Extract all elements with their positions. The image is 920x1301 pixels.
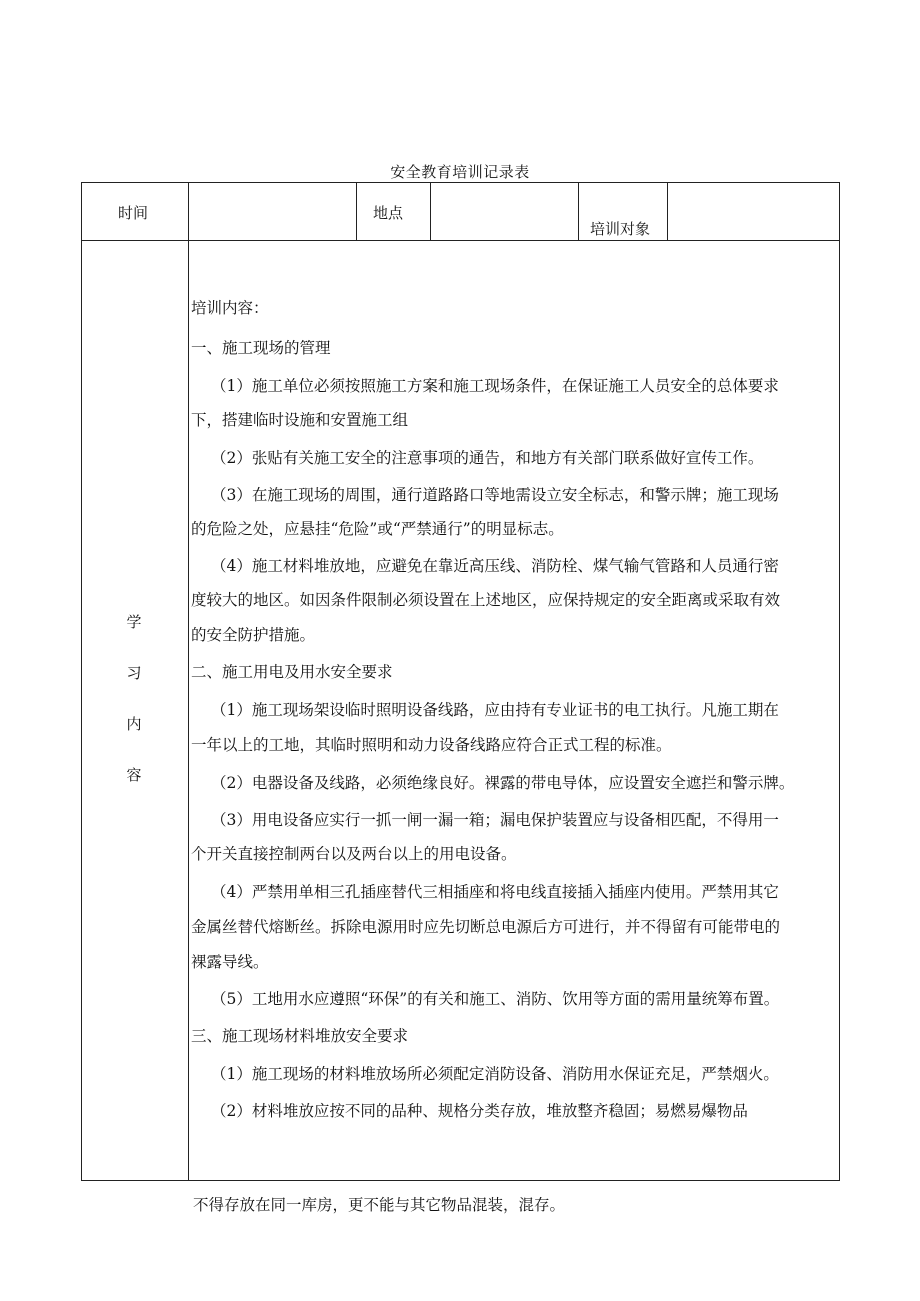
header-divider-2 xyxy=(430,182,431,240)
content-line: （5）工地用水应遵照“环保”的有关和施工、消防、饮用等方面的需用量统筹布置。 xyxy=(211,990,780,1008)
place-value[interactable] xyxy=(437,202,567,222)
side-column-divider xyxy=(188,182,189,1181)
content-line: 度较大的地区。如因条件限制必须设置在上述地区，应保持规定的安全距离或采取有效 xyxy=(191,591,781,609)
content-line: 个开关直接控制两台以及两台以上的用电设备。 xyxy=(191,845,517,863)
content-line: （3）用电设备应实行一抓一闸一漏一箱；漏电保护装置应与设备相匹配，不得用一 xyxy=(211,811,779,829)
content-line: （2）张贴有关施工安全的注意事项的通告，和地方有关部门联系做好宣传工作。 xyxy=(211,449,764,467)
time-value[interactable] xyxy=(195,202,345,222)
footer-continuation-text: 不得存放在同一库房，更不能与其它物品混装，混存。 xyxy=(193,1196,566,1214)
header-divider-1 xyxy=(356,182,357,240)
side-label-char: 习 xyxy=(126,664,142,682)
content-line: （3）在施工现场的周围，通行道路路口等地需设立安全标志，和警示牌；施工现场 xyxy=(211,486,779,504)
section-heading: 三、施工现场材料堆放安全要求 xyxy=(191,1027,409,1045)
content-line: 的危险之处，应悬挂“危险”或“严禁通行”的明显标志。 xyxy=(191,520,564,538)
side-label-char: 容 xyxy=(126,766,142,784)
content-line: （4）严禁用单相三孔插座替代三相插座和将电线直接插入插座内使用。严禁用其它 xyxy=(211,883,779,901)
content-line: 金属丝替代熔断丝。拆除电源用时应先切断总电源后方可进行，并不得留有可能带电的 xyxy=(191,918,781,936)
content-line: （1）施工现场的材料堆放场所必须配定消防设备、消防用水保证充足，严禁烟火。 xyxy=(211,1065,779,1083)
content-line: （1）施工现场架设临时照明设备线路，应由持有专业证书的电工执行。凡施工期在 xyxy=(211,701,779,719)
content-line: 下，搭建临时设施和安置施工组 xyxy=(191,411,409,429)
content-line: （1）施工单位必须按照施工方案和施工现场条件，在保证施工人员安全的总体要求 xyxy=(211,377,779,395)
document-title: 安全教育培训记录表 xyxy=(390,163,530,181)
content-line: 一年以上的工地，其临时照明和动力设备线路应符合正式工程的标准。 xyxy=(191,736,672,754)
content-line: （4）施工材料堆放地，应避免在靠近高压线、消防栓、煤气输气管路和人员通行密 xyxy=(211,557,779,575)
content-line: （2）电器设备及线路，必须绝缘良好。裸露的带电导体，应设置安全遮拦和警示牌。 xyxy=(211,774,795,792)
header-divider-3 xyxy=(578,182,579,240)
place-label: 地点 xyxy=(373,204,404,222)
side-label-char: 学 xyxy=(126,613,142,631)
content-line: 裸露导线。 xyxy=(191,953,269,971)
time-label: 时间 xyxy=(118,204,149,222)
header-divider-4 xyxy=(667,182,668,240)
audience-value[interactable] xyxy=(674,202,829,222)
content-line: （2）材料堆放应按不同的品种、规格分类存放，堆放整齐稳固；易燃易爆物品 xyxy=(211,1102,748,1120)
content-heading: 培训内容： xyxy=(191,299,269,317)
section-heading: 二、施工用电及用水安全要求 xyxy=(191,663,393,681)
audience-label: 培训对象 xyxy=(590,220,651,238)
header-row-divider xyxy=(81,240,840,241)
section-heading: 一、施工现场的管理 xyxy=(191,339,331,357)
side-label-char: 内 xyxy=(126,715,142,733)
content-line: 的安全防护措施。 xyxy=(191,626,316,644)
